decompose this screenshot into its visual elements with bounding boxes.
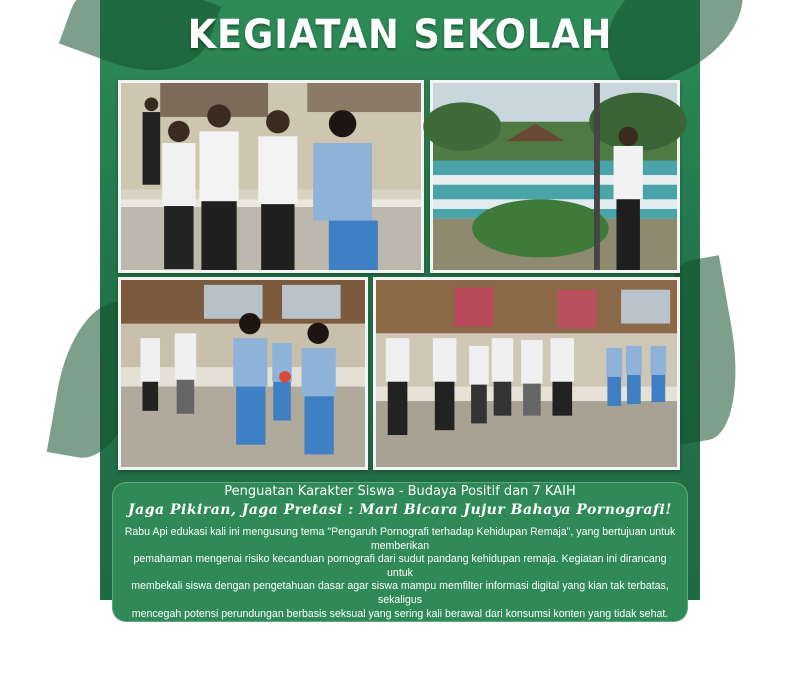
description-text bbox=[120, 526, 680, 689]
description-line: mengatur logika), penurunan konsentrasi belajar, hingga pergeseran moral yang dapat merusak masa depan. Dampak yang bbox=[122, 661, 678, 688]
photo-students-handshake bbox=[118, 277, 368, 470]
description-line: pemahaman mengenai risiko kecanduan pornografi dari sudut pandang kehidupan remaja. Kegiatan ini dirancang untuk bbox=[133, 553, 667, 579]
poster-slogan: Jaga Pikiran, Jaga Pretasi : Mari Bicara Jujur Bahaya Pornografi! bbox=[128, 502, 672, 518]
poster-subtitle: Penguatan Karakter Siswa - Budaya Positif dan 7 KAIH bbox=[224, 484, 576, 499]
photo-participants-line bbox=[373, 277, 680, 470]
poster-title: KEGIATAN SEKOLAH bbox=[187, 12, 613, 58]
photo-assembly-field bbox=[430, 80, 680, 273]
description-line: membekali siswa dengan pengetahuan dasar agar siswa mampu memfilter informasi digital yang kian tak terbatas, sekaligus bbox=[131, 580, 669, 606]
photo-students-speaking bbox=[118, 80, 424, 273]
description-line: Rabu Api edukasi kali ini mengusung tema "Pengaruh Pornografi terhadap Kehidupan Remaja", yang bertujuan untuk memberikan bbox=[124, 526, 676, 552]
description-line: membedah dampak buruk pornografi, seperti kerusakan pada sistem kerja otak (khususnya bagian Pre-Frontal Cortex yang bbox=[122, 634, 678, 661]
poster bbox=[100, 0, 700, 688]
description-line: mencegah potensi perundungan berbasis seksual yang sering kali berawal dari konsumsi konten yang tidak sehat. Siswa diajak bbox=[131, 607, 669, 634]
